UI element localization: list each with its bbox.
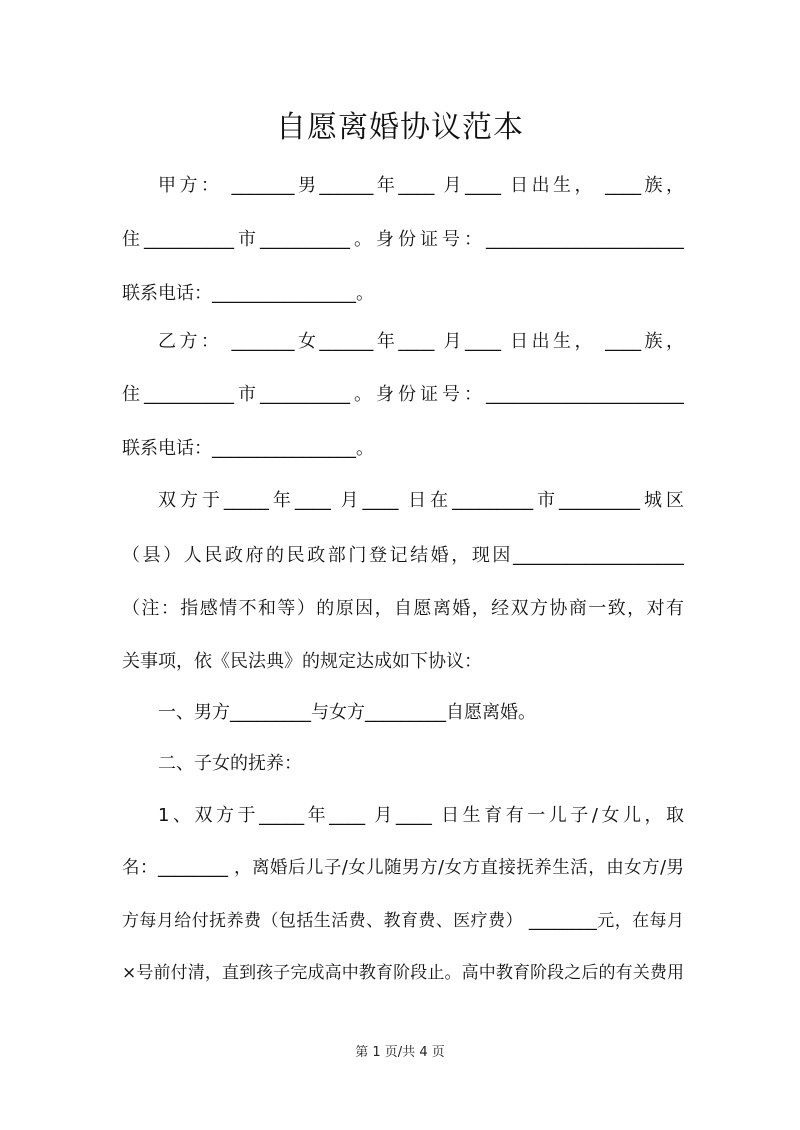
marriage-registration-line-3: （注：指感情不和等）的原因，自愿离婚，经双方协商一致，对有: [122, 598, 684, 619]
party-a-birth-line: 甲方： _______男______年____ 月____ 日出生， ____族，: [158, 175, 684, 196]
child-support-line-2: 名：________ ，离婚后儿子/女儿随男方/女方直接抚养生活，由女方/男: [122, 858, 684, 878]
child-support-line-4: ×号前付清，直到孩子完成高中教育阶段止。高中教育阶段之后的有关费用: [122, 963, 684, 983]
page-number: 第 1 页/共 4 页: [355, 1045, 445, 1060]
marriage-registration-line-1: 双方于_____年____ 月____ 日在_________市_________城区: [158, 490, 684, 511]
party-a-address-line: 住__________市__________。身份证号：______________________: [122, 229, 684, 250]
child-support-line-3: 方每月给付抚养费（包括生活费、教育费、医疗费） ________元，在每月: [122, 911, 684, 931]
document-title: 自愿离婚协议范本: [276, 110, 524, 145]
party-b-phone-line: 联系电话：________________。: [122, 438, 374, 459]
party-a-phone-line: 联系电话：________________。: [122, 283, 374, 304]
clause-two-heading: 二、子女的抚养：: [158, 753, 302, 774]
party-b-birth-line: 乙方： _______女______年____ 月____ 日出生， ____族，: [158, 331, 684, 352]
marriage-registration-line-4: 关事项，依《民法典》的规定达成如下协议：: [122, 651, 482, 672]
marriage-registration-line-2: （县）人民政府的民政部门登记结婚，现因___________________: [122, 545, 684, 566]
clause-one-line: 一、男方_________与女方_________自愿离婚。: [158, 702, 536, 723]
party-b-address-line: 住__________市__________。身份证号：______________________: [122, 384, 684, 405]
child-support-line-1: 1、双方于_____年____ 月____ 日生育有一儿子/女儿，取: [158, 805, 684, 826]
